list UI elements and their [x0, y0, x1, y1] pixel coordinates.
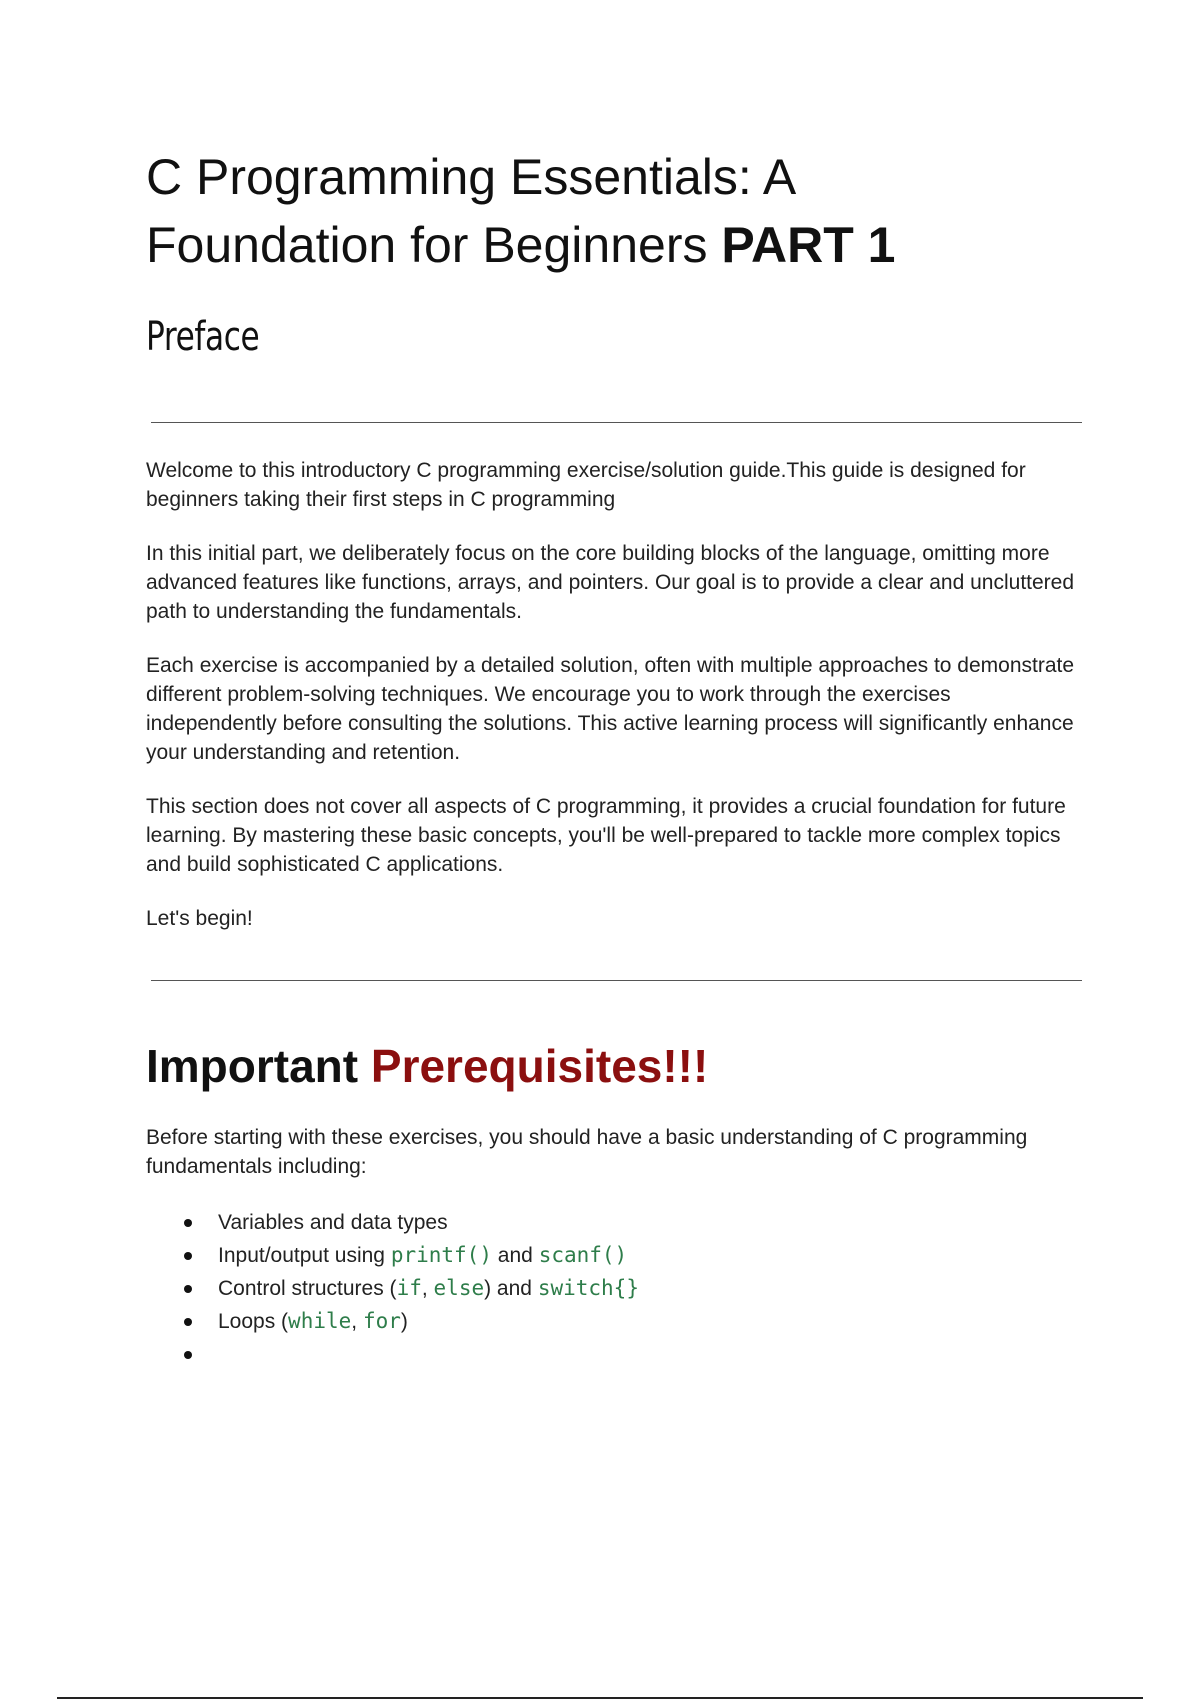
preface-body [146, 456, 1082, 958]
list-item-text: ) and [484, 1277, 538, 1300]
preface-paragraph-2: In this initial part, we deliberately focus on the core building blocks of the language, omitting more advanced features like functions, arrays, and pointers. Our goal is to provide a clear and uncluttered path to understanding the fundamentals. [146, 542, 1075, 623]
prerequisites-heading-accent: Prerequisites!!! [370, 1040, 709, 1092]
preface-paragraph-3: Each exercise is accompanied by a detailed solution, often with multiple approaches to demonstrate different problem-solving techniques. We encourage you to work through the exercises independently before consulting the solutions. This active learning process will significantly enhance your understanding and retention. [146, 654, 1075, 764]
list-item-variables [146, 1206, 1046, 1239]
prerequisites-heading [146, 1038, 708, 1094]
divider-top [151, 422, 1082, 423]
list-item-text: Control structures ( [218, 1277, 397, 1300]
code-scanf: scanf() [538, 1243, 628, 1267]
title-part: PART 1 [721, 217, 896, 273]
code-for: for [362, 1309, 401, 1333]
code-printf: printf() [390, 1243, 492, 1267]
preface-paragraph-4: This section does not cover all aspects of C programming, it provides a crucial foundation for future learning. By mastering these basic concepts, you'll be well-prepared to tackle more complex topics and build sophisticated C applications. [146, 795, 1066, 876]
list-item-text: Loops ( [218, 1310, 289, 1333]
prerequisites-heading-plain: Important [146, 1040, 359, 1092]
list-item-control [146, 1272, 1046, 1305]
list-item-text: Input/output using [218, 1244, 391, 1267]
bullet-icon [184, 1285, 192, 1293]
title-line2: Foundation for Beginners [146, 217, 708, 273]
list-item-text: ) [400, 1310, 408, 1333]
code-switch: switch{} [537, 1276, 639, 1300]
prerequisites-intro: Before starting with these exercises, you should have a basic understanding of C programming fundamentals including: [146, 1126, 1028, 1178]
list-item-empty [146, 1338, 1046, 1371]
document-title [146, 143, 1046, 279]
preface-heading: Preface [146, 314, 260, 360]
code-if: if [396, 1276, 422, 1300]
preface-paragraph-1: Welcome to this introductory C programming exercise/solution guide.This guide is designed for beginners taking their first steps in C programming [146, 459, 1026, 511]
list-item-text: Variables and data types [218, 1211, 448, 1234]
bullet-icon [184, 1351, 192, 1359]
preface-paragraph-5: Let's begin! [146, 907, 253, 930]
bullet-icon [184, 1219, 192, 1227]
list-item-text: , [421, 1277, 434, 1300]
code-while: while [288, 1309, 352, 1333]
bullet-icon [184, 1252, 192, 1260]
bullet-icon [184, 1318, 192, 1326]
list-item-text: , [351, 1310, 363, 1333]
code-else: else [433, 1276, 485, 1300]
list-item-text: and [491, 1244, 539, 1267]
title-line1: C Programming Essentials: A [146, 149, 797, 205]
prerequisites-list [146, 1206, 1046, 1371]
divider-bottom [151, 980, 1082, 981]
list-item-io [146, 1239, 1046, 1272]
list-item-loops [146, 1305, 1046, 1338]
page-footer-rule [57, 1697, 1143, 1699]
